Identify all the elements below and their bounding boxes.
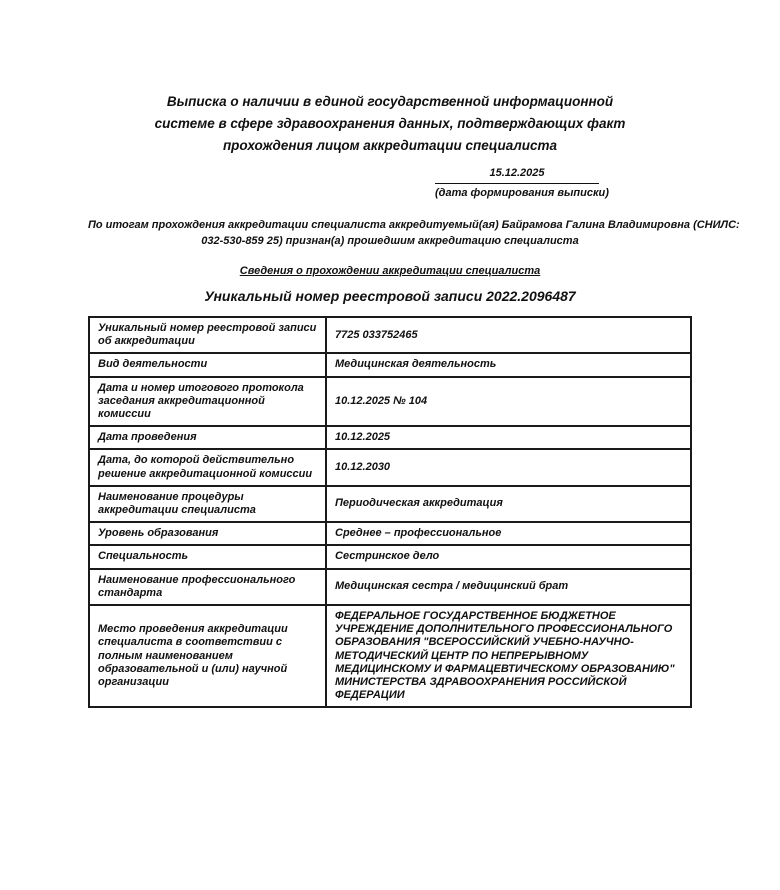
- document-title-line: системе в сфере здравоохранения данных, подтверждающих факт: [154, 116, 626, 131]
- table-row: [89, 449, 691, 485]
- row-value: 10.12.2030: [326, 449, 691, 485]
- accreditation-summary-line: По итогам прохождения аккредитации специалиста аккредитуемый(ая) Байрамова Галина Владимировна (СНИЛС:: [88, 219, 740, 231]
- accreditation-summary-line: 032-530-859 25) признан(а) прошедшим аккредитацию специалиста: [201, 235, 579, 247]
- table-row: [89, 317, 691, 353]
- row-value: Периодическая аккредитация: [326, 486, 691, 522]
- issue-date-value: 15.12.2025: [435, 167, 599, 184]
- table-row: [89, 353, 691, 376]
- row-label: Место проведения аккредитации специалиста в соответствии с полным наименованием образовательной и (или) научной организации: [89, 605, 326, 707]
- row-label: Наименование профессионального стандарта: [89, 569, 326, 605]
- record-number-heading: Уникальный номер реестровой записи 2022.2096487: [204, 288, 576, 304]
- row-label: Вид деятельности: [89, 353, 326, 376]
- row-value: Среднее – профессиональное: [326, 522, 691, 545]
- row-label: Специальность: [89, 545, 326, 568]
- document-title-line: прохождения лицом аккредитации специалиста: [222, 138, 558, 153]
- document-content: [88, 91, 740, 708]
- row-value: 10.12.2025 № 104: [326, 377, 691, 427]
- issue-date-caption: (дата формирования выписки): [435, 187, 609, 199]
- document-title-line: Выписка о наличии в единой государственной информационной: [166, 94, 614, 109]
- table-row: [89, 605, 691, 707]
- section-heading: Сведения о прохождении аккредитации специалиста: [239, 265, 541, 277]
- row-label: Дата, до которой действительно решение аккредитационной комиссии: [89, 449, 326, 485]
- table-row: [89, 522, 691, 545]
- row-value: 10.12.2025: [326, 426, 691, 449]
- row-label: Дата проведения: [89, 426, 326, 449]
- issue-date-block: [435, 167, 609, 200]
- table-row: [89, 377, 691, 427]
- table-row: [89, 426, 691, 449]
- table-row: [89, 545, 691, 568]
- row-value: Медицинская сестра / медицинский брат: [326, 569, 691, 605]
- row-label: Уникальный номер реестровой записи об аккредитации: [89, 317, 326, 353]
- row-label: Наименование процедуры аккредитации специалиста: [89, 486, 326, 522]
- document-title: [88, 91, 692, 157]
- row-label: Уровень образования: [89, 522, 326, 545]
- row-label: Дата и номер итогового протокола заседания аккредитационной комиссии: [89, 377, 326, 427]
- row-value: ФЕДЕРАЛЬНОЕ ГОСУДАРСТВЕННОЕ БЮДЖЕТНОЕ УЧРЕЖДЕНИЕ ДОПОЛНИТЕЛЬНОГО ПРОФЕССИОНАЛЬНОГО ОБРАЗОВАНИЯ "ВСЕРОССИЙСКИЙ УЧЕБНО-НАУЧНО-МЕТОДИЧЕСКИЙ ЦЕНТР ПО НЕПРЕРЫВНОМУ МЕДИЦИНСКОМУ И ФАРМАЦЕВТИЧЕСКОМУ ОБРАЗОВАНИЮ" МИНИСТЕРСТВА ЗДРАВООХРАНЕНИЯ РОССИЙСКОЙ ФЕДЕРАЦИИ: [326, 605, 691, 707]
- accreditation-details-table: [88, 316, 692, 708]
- row-value: Медицинская деятельность: [326, 353, 691, 376]
- row-value: 7725 033752465: [326, 317, 691, 353]
- table-row: [89, 486, 691, 522]
- accreditation-summary: [88, 217, 740, 249]
- table-row: [89, 569, 691, 605]
- row-value: Сестринское дело: [326, 545, 691, 568]
